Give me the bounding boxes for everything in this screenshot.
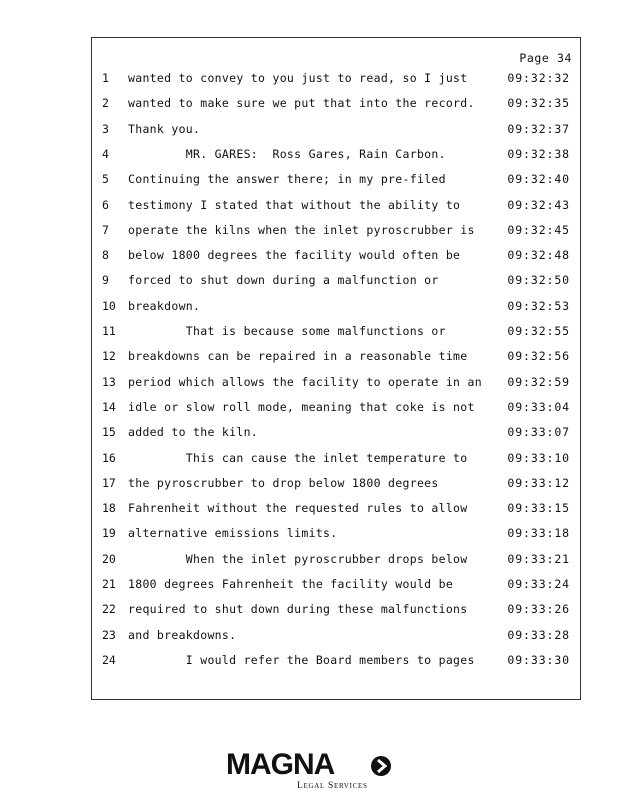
line-text: That is because some malfunctions or	[128, 324, 446, 338]
transcript-page	[91, 37, 581, 700]
line-timestamp: 09:32:56	[507, 349, 570, 364]
line-text: idle or slow roll mode, meaning that coke is not	[128, 399, 475, 414]
transcript-line	[92, 248, 580, 273]
line-text: alternative emissions limits.	[128, 526, 338, 541]
line-text: forced to shut down during a malfunction or	[128, 273, 439, 288]
line-timestamp: 09:32:55	[507, 324, 570, 338]
transcript-line	[92, 147, 580, 172]
transcript-line	[92, 602, 580, 627]
line-timestamp: 09:33:07	[507, 425, 570, 440]
transcript-line	[92, 299, 580, 324]
line-timestamp: 09:32:59	[507, 374, 570, 389]
transcript-line	[92, 628, 580, 653]
line-number: 4	[102, 146, 109, 161]
line-timestamp: 09:32:37	[507, 121, 570, 136]
transcript-line	[92, 400, 580, 425]
line-timestamp: 09:33:12	[507, 475, 570, 490]
line-text: breakdowns can be repaired in a reasonable time	[128, 349, 468, 364]
line-text: I would refer the Board members to pages	[128, 652, 475, 667]
transcript-line	[92, 172, 580, 197]
transcript-line	[92, 375, 580, 400]
line-timestamp: 09:32:53	[507, 298, 570, 313]
logo-arrow-icon	[370, 755, 392, 777]
line-number: 2	[102, 96, 109, 111]
line-number: 17	[102, 475, 116, 490]
line-timestamp: 09:33:10	[507, 450, 570, 465]
line-number: 6	[102, 197, 109, 212]
transcript-line	[92, 501, 580, 526]
line-text: 1800 degrees Fahrenheit the facility would be	[128, 577, 454, 591]
line-text: period which allows the facility to operate in an	[128, 374, 482, 389]
line-number: 24	[102, 652, 116, 667]
line-text: below 1800 degrees the facility would often be	[128, 248, 461, 263]
line-number: 19	[102, 526, 116, 541]
line-number: 20	[102, 551, 116, 566]
line-number: 12	[102, 349, 116, 364]
logo-wordmark: MAGNA	[226, 748, 335, 781]
line-timestamp: 09:32:43	[507, 197, 570, 212]
transcript-line	[92, 653, 580, 678]
transcript-line	[92, 273, 580, 298]
line-timestamp: 09:32:32	[507, 71, 570, 85]
line-timestamp: 09:33:18	[507, 526, 570, 541]
line-number: 3	[102, 121, 109, 136]
line-text: and breakdowns.	[128, 627, 237, 642]
line-timestamp: 09:33:28	[507, 627, 570, 642]
line-number: 5	[102, 172, 109, 187]
line-timestamp: 09:33:26	[507, 602, 570, 617]
transcript-line	[92, 451, 580, 476]
transcript-line	[92, 552, 580, 577]
line-timestamp: 09:33:30	[507, 652, 570, 667]
transcript-line	[92, 526, 580, 551]
line-number: 15	[102, 425, 116, 440]
line-number: 7	[102, 222, 109, 237]
transcript-line	[92, 198, 580, 223]
line-number: 9	[102, 273, 109, 288]
line-number: 8	[102, 248, 109, 263]
line-text: added to the kiln.	[128, 425, 259, 440]
line-text: required to shut down during these malfunctions	[128, 602, 468, 617]
transcript-line	[92, 349, 580, 374]
line-number: 13	[102, 374, 116, 389]
line-timestamp: 09:33:04	[507, 399, 570, 414]
transcript-line	[92, 122, 580, 147]
transcript-line	[92, 577, 580, 602]
line-text: This can cause the inlet temperature to	[128, 450, 468, 465]
magna-logo	[0, 748, 618, 794]
line-text: Thank you.	[128, 121, 201, 136]
line-text: testimony I stated that without the ability to	[128, 197, 461, 212]
line-text: breakdown.	[128, 298, 201, 313]
line-number: 21	[102, 577, 116, 591]
page-number: Page 34	[519, 51, 572, 65]
logo-subtitle: Legal Services	[297, 781, 368, 791]
line-number: 18	[102, 501, 116, 516]
line-number: 11	[102, 324, 116, 338]
line-number: 23	[102, 627, 116, 642]
transcript-line	[92, 71, 580, 96]
line-timestamp: 09:33:21	[507, 551, 570, 566]
line-timestamp: 09:32:38	[507, 146, 570, 161]
line-text: MR. GARES: Ross Gares, Rain Carbon.	[128, 146, 446, 161]
transcript-line	[92, 476, 580, 501]
transcript-line	[92, 425, 580, 450]
line-number: 10	[102, 298, 116, 313]
line-timestamp: 09:33:24	[507, 577, 570, 591]
line-timestamp: 09:32:48	[507, 248, 570, 263]
line-timestamp: 09:32:40	[507, 172, 570, 187]
line-text: wanted to convey to you just to read, so I just	[128, 71, 468, 85]
line-number: 1	[102, 71, 109, 85]
line-text: wanted to make sure we put that into the record.	[128, 96, 475, 111]
line-timestamp: 09:32:50	[507, 273, 570, 288]
line-text: the pyroscrubber to drop below 1800 degrees	[128, 475, 439, 490]
line-text: Fahrenheit without the requested rules to allow	[128, 501, 468, 516]
transcript-line	[92, 223, 580, 248]
line-number: 16	[102, 450, 116, 465]
line-text: operate the kilns when the inlet pyroscrubber is	[128, 222, 475, 237]
line-timestamp: 09:32:45	[507, 222, 570, 237]
transcript-line	[92, 96, 580, 121]
line-timestamp: 09:32:35	[507, 96, 570, 111]
line-text: Continuing the answer there; in my pre-filed	[128, 172, 446, 187]
line-text: When the inlet pyroscrubber drops below	[128, 551, 468, 566]
transcript-line	[92, 324, 580, 349]
line-number: 22	[102, 602, 116, 617]
line-timestamp: 09:33:15	[507, 501, 570, 516]
line-number: 14	[102, 399, 116, 414]
